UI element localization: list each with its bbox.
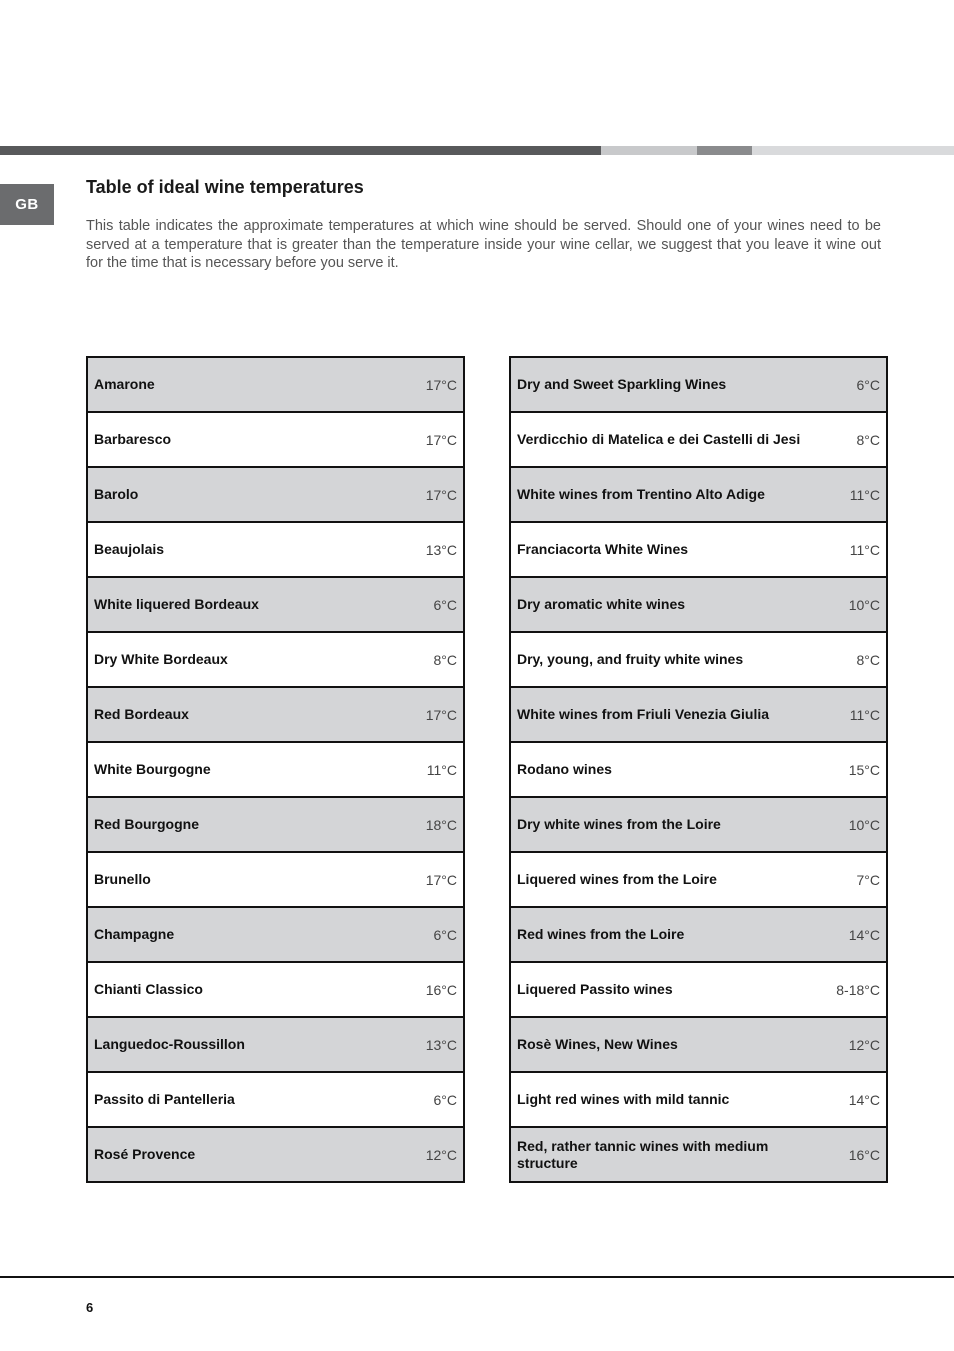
wine-temperature: 12°C xyxy=(425,1146,457,1163)
wine-temperature: 14°C xyxy=(848,926,880,943)
table-row xyxy=(511,851,886,906)
intro-paragraph: This table indicates the approximate temperatures at which wine should be served. Should one of your wines need to be served at a temperature that is greater than the temperature inside your wine cellar, we suggest that you leave it wine out for the time that is necessary before you serve it. xyxy=(86,218,881,271)
table-row xyxy=(88,466,463,521)
wine-name: Brunello xyxy=(94,871,151,887)
wine-temperature: 17°C xyxy=(425,706,457,723)
table-row xyxy=(511,576,886,631)
table-row xyxy=(88,796,463,851)
table-row xyxy=(511,631,886,686)
wine-name: White wines from Friuli Venezia Giulia xyxy=(517,706,770,722)
top-bar-segment xyxy=(697,146,752,155)
top-bar-segment xyxy=(601,146,697,155)
wine-temperature: 13°C xyxy=(425,1036,457,1053)
top-bar-segment xyxy=(752,146,954,155)
table-row xyxy=(511,1071,886,1126)
wine-name: Languedoc-Roussillon xyxy=(94,1036,245,1052)
table-row xyxy=(88,1126,463,1181)
wine-temperature: 11°C xyxy=(849,541,880,558)
table-row xyxy=(511,411,886,466)
wine-temperature: 16°C xyxy=(425,981,457,998)
wine-name: Barolo xyxy=(94,486,139,502)
wine-temperature: 8-18°C xyxy=(836,981,880,998)
wine-temperature: 13°C xyxy=(425,541,457,558)
wine-temperature: 8°C xyxy=(433,651,457,668)
table-row xyxy=(511,686,886,741)
wine-temperature: 12°C xyxy=(848,1036,880,1053)
wine-temperature: 7°C xyxy=(856,871,880,888)
table-row xyxy=(511,358,886,411)
wine-name: Champagne xyxy=(94,926,175,942)
wine-name: Dry, young, and fruity white wines xyxy=(517,651,744,667)
wine-temperature: 17°C xyxy=(425,376,457,393)
table-row xyxy=(88,961,463,1016)
language-tab: GB xyxy=(0,184,54,225)
table-row xyxy=(88,358,463,411)
table-row xyxy=(511,466,886,521)
wine-temperature: 6°C xyxy=(433,1091,457,1108)
wine-temperature: 6°C xyxy=(433,596,457,613)
wine-name: Amarone xyxy=(94,376,155,392)
table-row xyxy=(88,411,463,466)
wine-temperature: 10°C xyxy=(848,816,880,833)
page-title: Table of ideal wine temperatures xyxy=(86,177,364,197)
table-row xyxy=(88,1016,463,1071)
wine-name: Light red wines with mild tannic xyxy=(517,1091,730,1107)
table-row xyxy=(511,1016,886,1071)
table-row xyxy=(88,906,463,961)
wine-temperature: 14°C xyxy=(848,1091,880,1108)
top-bar-segment xyxy=(0,146,601,155)
wine-temperature: 8°C xyxy=(856,651,880,668)
wine-temperature: 17°C xyxy=(425,431,457,448)
wine-temperature: 18°C xyxy=(425,816,457,833)
wine-temperature: 11°C xyxy=(426,761,457,778)
wine-temperature: 17°C xyxy=(425,871,457,888)
table-row xyxy=(88,631,463,686)
wine-temperature: 6°C xyxy=(856,376,880,393)
table-row xyxy=(511,906,886,961)
wine-name: Chianti Classico xyxy=(94,981,203,997)
wine-temperature: 17°C xyxy=(425,486,457,503)
table-row xyxy=(88,1071,463,1126)
page-number: 6 xyxy=(86,1300,94,1315)
table-row xyxy=(88,686,463,741)
wine-temperature: 6°C xyxy=(433,926,457,943)
table-row xyxy=(88,576,463,631)
top-color-bar xyxy=(0,146,954,155)
table-row xyxy=(511,521,886,576)
wine-name: Verdicchio di Matelica e dei Castelli di Jesi xyxy=(517,431,801,447)
wine-name: Rodano wines xyxy=(517,761,612,777)
table-row xyxy=(88,741,463,796)
wine-temperature: 10°C xyxy=(848,596,880,613)
wine-temperature: 16°C xyxy=(848,1146,880,1163)
wine-table-left xyxy=(86,356,465,1183)
wine-name: Barbaresco xyxy=(94,431,172,447)
wine-temperature: 15°C xyxy=(848,761,880,778)
wine-temperature: 11°C xyxy=(849,706,880,723)
wine-name: White Bourgogne xyxy=(94,761,211,777)
wine-name: Dry White Bordeaux xyxy=(94,651,228,667)
wine-name: Dry white wines from the Loire xyxy=(517,816,721,832)
table-row xyxy=(88,521,463,576)
wine-name: Rosè Wines, New Wines xyxy=(517,1036,678,1052)
wine-name: White liquered Bordeaux xyxy=(94,596,259,612)
wine-name: Rosé Provence xyxy=(94,1146,196,1162)
wine-name: Liquered Passito wines xyxy=(517,981,673,997)
wine-name: Beaujolais xyxy=(94,541,165,557)
table-row xyxy=(511,796,886,851)
wine-name: Red wines from the Loire xyxy=(517,926,685,942)
bottom-divider xyxy=(0,1276,954,1278)
wine-name: Dry aromatic white wines xyxy=(517,596,686,612)
wine-name: Red, rather tannic wines with medium structure xyxy=(517,1137,769,1171)
wine-table-right xyxy=(509,356,888,1183)
wine-name: White wines from Trentino Alto Adige xyxy=(517,486,765,502)
wine-name: Franciacorta White Wines xyxy=(517,541,689,557)
wine-name: Dry and Sweet Sparkling Wines xyxy=(517,376,727,392)
table-row xyxy=(511,961,886,1016)
table-row xyxy=(511,1126,886,1181)
wine-temperature: 8°C xyxy=(856,431,880,448)
table-row xyxy=(88,851,463,906)
wine-name: Red Bordeaux xyxy=(94,706,189,722)
wine-name: Red Bourgogne xyxy=(94,816,199,832)
table-row xyxy=(511,741,886,796)
wine-temperature: 11°C xyxy=(849,486,880,503)
wine-name: Passito di Pantelleria xyxy=(94,1091,235,1107)
wine-name: Liquered wines from the Loire xyxy=(517,871,717,887)
